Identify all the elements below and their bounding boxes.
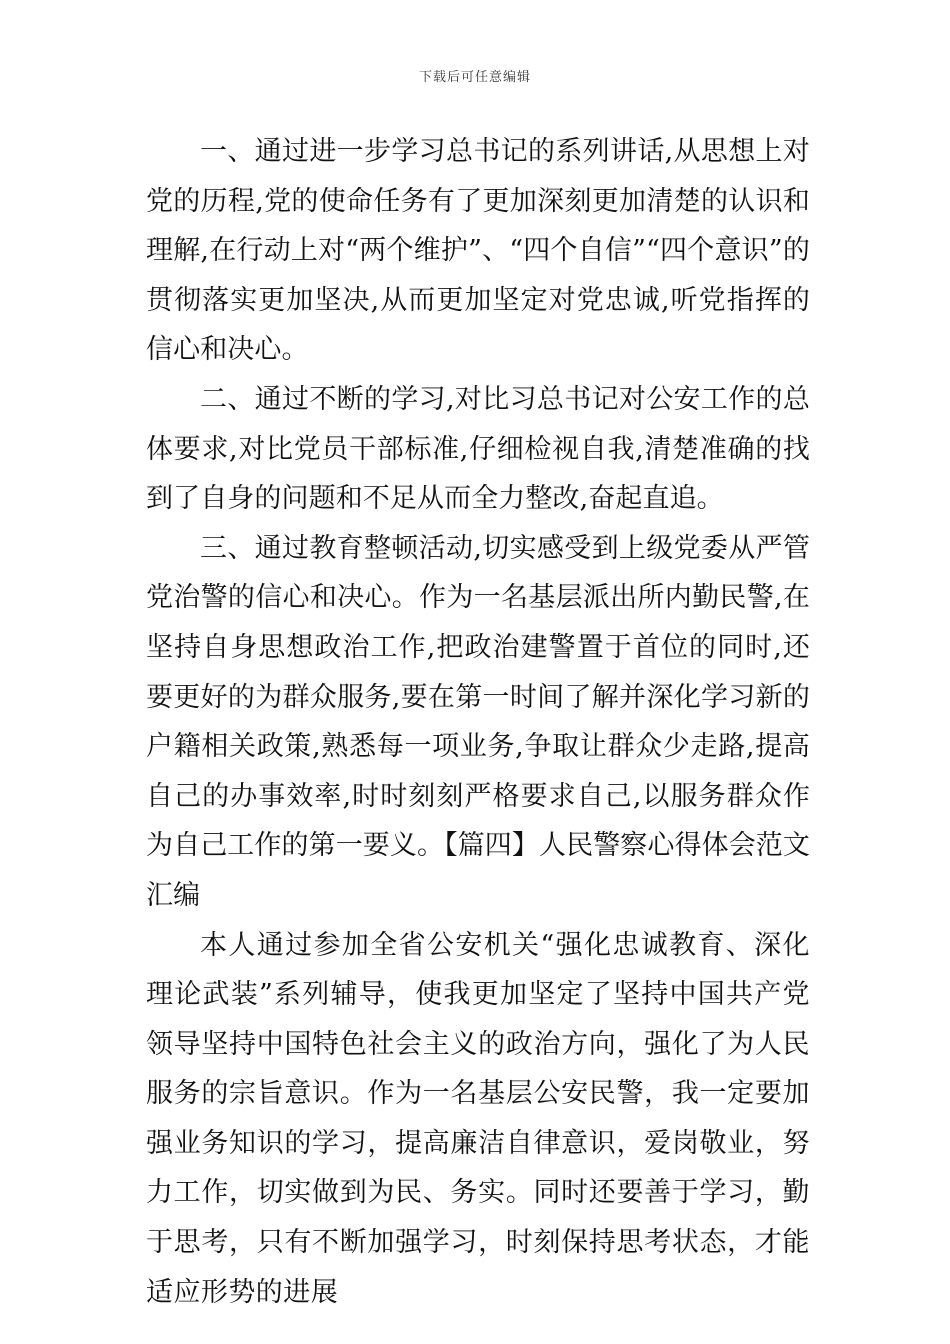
paragraph-2: 二、通过不断的学习,对比习总书记对公安工作的总体要求,对比党员干部标准,仔细检视自我,清楚准确的找到了自身的问题和不足从而全力整改,奋起直追。 <box>146 383 810 515</box>
document-body <box>146 127 810 1317</box>
paragraph-4: 本人通过参加全省公安机关“强化忠诚教育、深化理论武装”系列辅导，使我更加坚定了坚持中国共产党领导坚持中国特色社会主义的政治方向，强化了为人民服务的宗旨意识。作为一名基层公安民警，我一定要加强业务知识的学习，提高廉洁自律意识，爱岗敬业，努力工作，切实做到为民、务实。同时还要善于学习，勤于思考，只有不断加强学习，时刻保持思考状态，才能适应形势的进展 <box>146 929 810 1308</box>
paragraph-1: 一、通过进一步学习总书记的系列讲话,从思想上对党的历程,党的使命任务有了更加深刻更加清楚的认识和理解,在行动上对“两个维护”、“四个自信”“四个意识”的贯彻落实更加坚决,从而更加坚定对党忠诚,听党指挥的信心和决心。 <box>146 136 810 366</box>
paragraph-3: 三、通过教育整顿活动,切实感受到上级党委从严管党治警的信心和决心。作为一名基层派出所内勤民警,在坚持自身思想政治工作,把政治建警置于首位的同时,还要更好的为群众服务,要在第一时间了解并深化学习新的户籍相关政策,熟悉每一项业务,争取让群众少走路,提高自己的办事效率,时时刻刻严格要求自己,以服务群众作为自己工作的第一要义。【篇四】人民警察心得体会范文汇编 <box>146 532 810 911</box>
page-header: 下载后可任意编辑 <box>418 70 531 85</box>
